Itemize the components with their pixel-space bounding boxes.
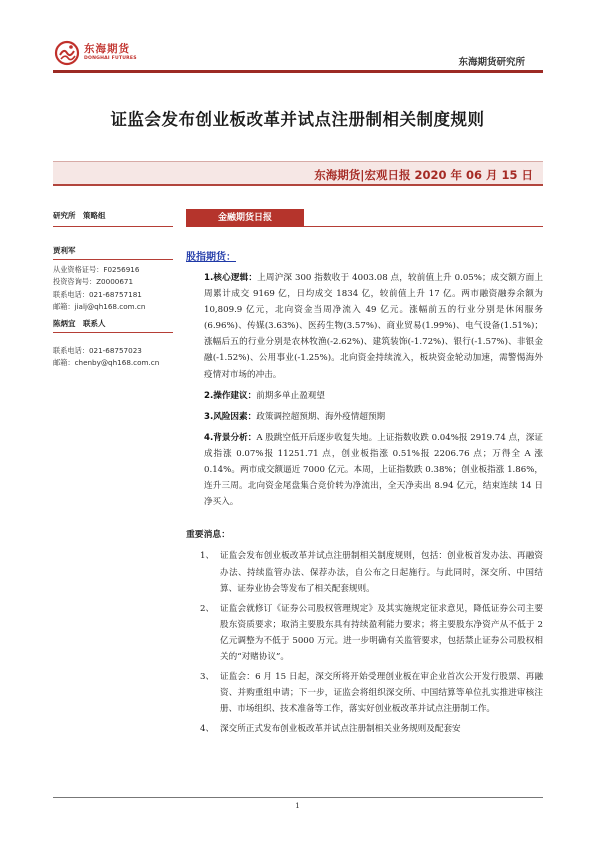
background-text: A 股跳空低开后逐步收复失地。上证指数收跌 0.04%报 2919.74 点，深证成指涨 0.07%报 11251.71 点，创业板指涨 0.51%报 2206.76 点；万得全 A 涨 0.14%。两市成交额逼近 7000 亿元。本周，上证指数跌 0.38%；创业板指涨 1.86%，连升三周。北向资金尾盘集合竞价转为净流出，全天净卖出 8.94 亿元，结束连续 14 日净买入。 bbox=[204, 432, 543, 508]
analyst-sidebar bbox=[53, 210, 175, 369]
institute-name: 东海期货研究所 bbox=[458, 57, 525, 68]
operation-advice-label: 2.操作建议： bbox=[204, 390, 257, 401]
contact-phone: 联系电话：021-68757023 bbox=[53, 345, 142, 355]
news-number: 3、 bbox=[200, 672, 215, 683]
header-divider bbox=[53, 70, 543, 73]
main-content bbox=[186, 250, 543, 741]
company-logo bbox=[54, 40, 137, 66]
news-text: 证监会：6 月 15 日起，深交所将开始受理创业板在审企业首次公开发行股票、再融资、并购重组申请；下一步，证监会将组织深交所、中国结算等单位扎实推进审核注册、市场组织、技术准备等工作，落实好创业板改革并试点注册制工作。 bbox=[220, 672, 543, 715]
tab-financial-futures: 金融期货日报 bbox=[186, 209, 304, 227]
list-item bbox=[186, 548, 543, 596]
news-text: 证监会发布创业板改革并试点注册制相关制度规则，包括：创业板首发办法、再融资办法、持续监管办法、保荐办法，自公布之日起施行。与此同时，深交所、中国结算、证券业协会等发布了相关配套规则。 bbox=[220, 551, 543, 594]
risk-factors-label: 3.风险因素： bbox=[204, 411, 257, 422]
footer-divider bbox=[53, 797, 543, 798]
analyst-email[interactable]: 邮箱：jialj@qh168.com.cn bbox=[53, 302, 146, 312]
core-logic-text: 上周沪深 300 指数收于 4003.08 点，较前值上升 0.05%；成交额方面上周累计成交 9169 亿，日均成交 1834 亿，较前值上升 17 亿。两市融资融券余额为 10,809.9 亿元，北向资金当周净流入 49 亿元。涨幅前五的行业分别是休闲服务(6.96%)、传媒(3.63%)、医药生物(3.57%)、商业贸易(1.99%)、电气设备(1.51%)；涨幅后五的行业分别是农林牧渔(-2.62%)、建筑装饰(-1.72%)、银行(-1.57%)、非银金融(-1.52%)、公用事业(-1.25%)。北向资金持续流入，板块资金轮动加速，需警惕海外疫情对市场的冲击。 bbox=[204, 273, 543, 380]
section-title: 股指期货： bbox=[186, 252, 236, 263]
analyst-phone: 联系电话：021-68757181 bbox=[53, 289, 142, 299]
report-banner bbox=[53, 161, 543, 186]
contact-email[interactable]: 邮箱：chenby@qh168.com.cn bbox=[53, 358, 160, 368]
list-item bbox=[186, 601, 543, 665]
news-number: 2、 bbox=[200, 603, 215, 614]
logo-chinese-text: 东海期货 bbox=[84, 43, 130, 56]
section-tab-bar bbox=[186, 209, 543, 227]
page-header bbox=[0, 0, 595, 80]
analyst-name: 贾利军 bbox=[53, 246, 76, 255]
sidebar-divider bbox=[53, 259, 173, 260]
news-heading: 重要消息： bbox=[186, 530, 230, 541]
sidebar-heading: 研究所 策略组 bbox=[53, 211, 106, 220]
analyst-license: 从业资格证号：F0256916 bbox=[53, 265, 140, 274]
contact-name: 陈炳宜 联系人 bbox=[53, 318, 106, 328]
background-paragraph bbox=[186, 430, 543, 510]
operation-advice-paragraph bbox=[186, 388, 543, 404]
news-text: 深交所正式发布创业板改革并试点注册制相关业务规则及配套安 bbox=[220, 724, 461, 735]
donghai-logo-icon bbox=[54, 40, 80, 66]
core-logic-label: 1.核心逻辑： bbox=[204, 273, 258, 283]
risk-factors-text: 政策调控超预期、海外疫情超预期 bbox=[256, 411, 386, 422]
operation-advice-text: 前期多单止盈观望 bbox=[256, 390, 325, 401]
news-number: 1、 bbox=[200, 551, 215, 562]
logo-english-text: DONGHAI FUTURES bbox=[84, 55, 137, 61]
background-label: 4.背景分析： bbox=[204, 432, 257, 443]
document-title: 证监会发布创业板改革并试点注册制相关制度规则 bbox=[110, 110, 485, 129]
sidebar-divider bbox=[53, 332, 173, 333]
page-number: 1 bbox=[295, 801, 300, 810]
news-text: 证监会就修订《证券公司股权管理规定》及其实施规定征求意见，降低证券公司主要股东资质要求；取消主要股东具有持续盈利能力要求；将主要股东净资产从不低于 2 亿元调整为不低于 5000 万元。进一步明确有关监管要求，包括禁止证券公司股权相关的“对赌协议”。 bbox=[220, 603, 543, 662]
analyst-consult-number: 投资咨询号：Z0000671 bbox=[53, 277, 134, 287]
list-item bbox=[186, 669, 543, 717]
risk-factors-paragraph bbox=[186, 409, 543, 425]
news-number: 4、 bbox=[200, 724, 215, 735]
list-item bbox=[186, 721, 543, 737]
core-logic-paragraph bbox=[186, 270, 543, 383]
report-date-label: 东海期货|宏观日报 2020 年 06 月 15 日 bbox=[314, 168, 533, 182]
